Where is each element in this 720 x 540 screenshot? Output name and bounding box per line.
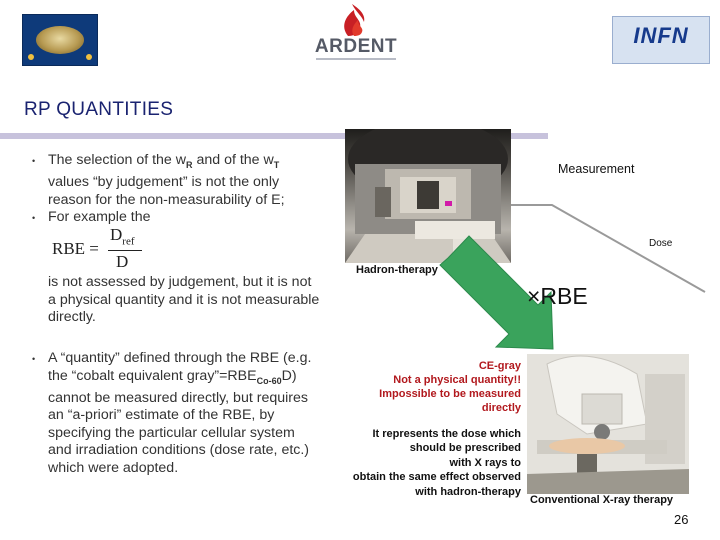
ce-gray-note: CE-gray Not a physical quantity!! Impossible to be measured directly (379, 360, 521, 414)
page-number: 26 (674, 512, 689, 527)
conventional-xray-label: Conventional X-ray therapy (530, 494, 674, 506)
bullet-marker: • (32, 354, 36, 364)
ardent-wordmark: ARDENT (314, 36, 398, 57)
times-rbe-label: ×RBE (527, 283, 588, 309)
bullet-2-text: For example the (48, 209, 151, 225)
measurement-connector-line (511, 205, 705, 292)
measurement-label: Measurement (558, 162, 635, 176)
bullet-3-text: A “quantity” defined through the RBE (e.g. the “cobalt equivalent $gray”=RBE_{Co-60}D$) cannot be measured directly, but requires an “a-priori” estimate of the RBE, by specifying the particular cellular system and irradiation conditions (dose rate, etc.) which were adopted. (48, 350, 312, 476)
bullet-1-text: The selection of the $w_R$ and of the $w_T$ values “by judgement” is not the only reason for the non-measurability of E; (48, 152, 285, 208)
dose-explanation-note: It represents the dose which should be prescribed with X rays to obtain the same effect observed with hadron-therapy (352, 428, 521, 498)
hadron-therapy-label: Hadron-therapy (356, 264, 438, 276)
xray-therapy-machine-photo (527, 354, 689, 494)
infn-wordmark: INFN (633, 23, 689, 48)
bullet-marker: • (32, 213, 36, 223)
slide-title: RP QUANTITIES (24, 99, 174, 120)
bullet-marker: • (32, 156, 36, 166)
bullet-2-continuation: is not assessed by judgement, but it is not a physical quantity and it is not measurable directly. (48, 274, 320, 325)
dose-label: Dose (649, 238, 673, 249)
